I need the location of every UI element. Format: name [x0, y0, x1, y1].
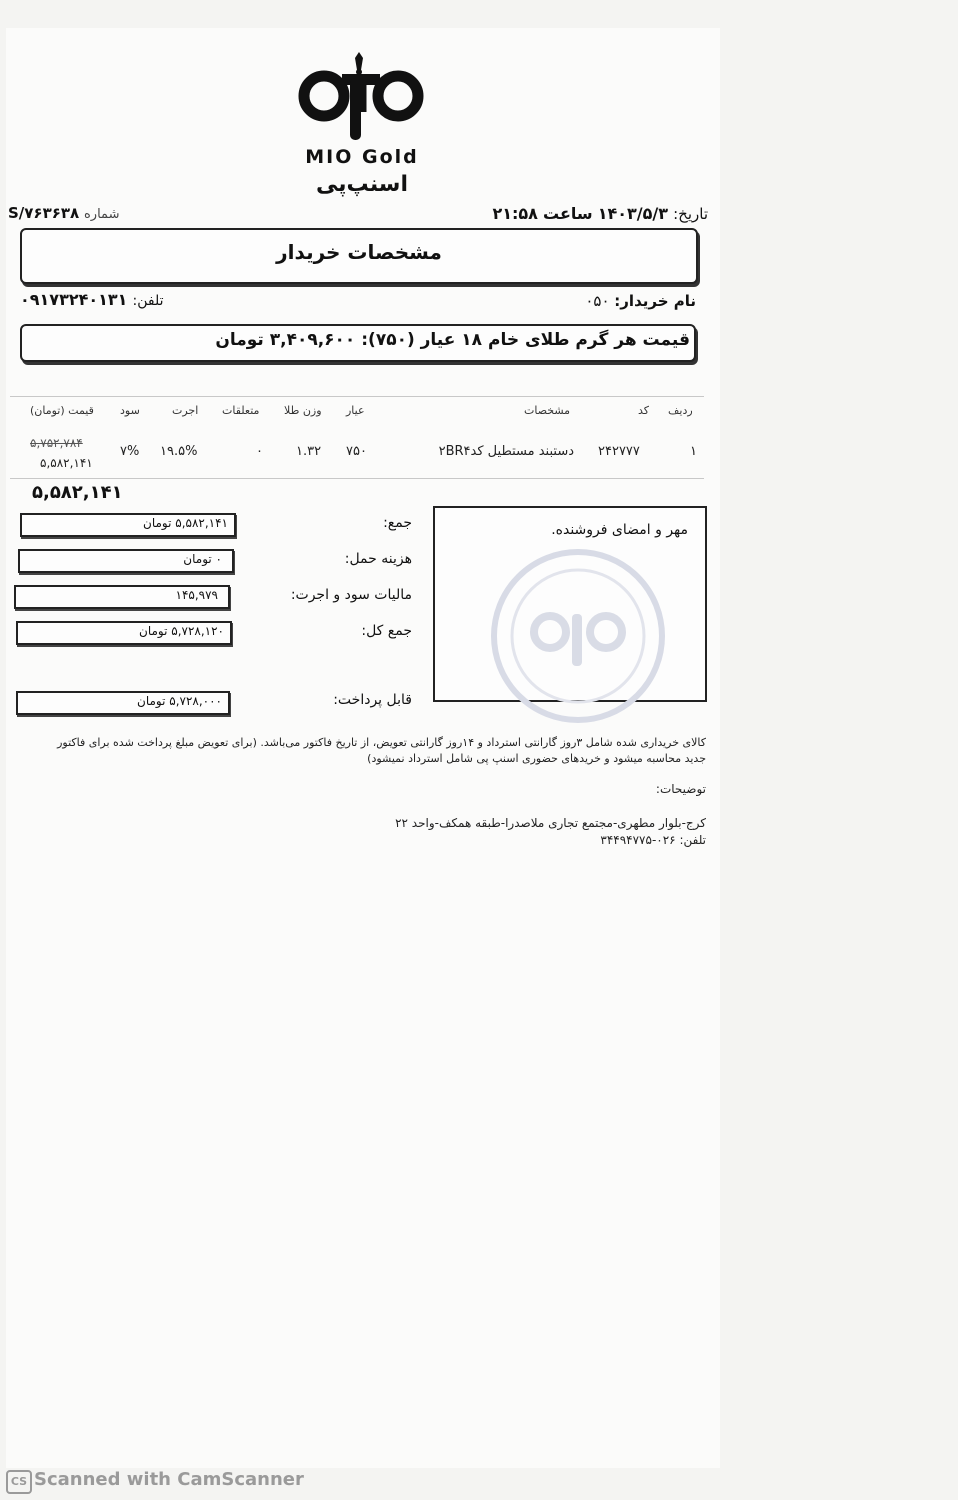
buyer-phone-value: ۰۹۱۷۳۲۴۰۱۳۱	[20, 290, 128, 309]
payable-value: ۵,۷۲۸,۰۰۰ تومان	[137, 694, 222, 708]
description-label: توضیحات:	[655, 782, 706, 796]
store-name: اسنپ‌پی	[316, 172, 408, 197]
cell-price: ۵,۵۸۲,۱۴۱	[40, 456, 93, 470]
store-address: کرج-بلوار مطهری-مجتمع تجاری ملاصدرا-طبقه همکف-واحد ۲۲	[395, 816, 706, 830]
col-profit-header: سود	[120, 404, 140, 417]
sum-label: جمع:	[383, 515, 412, 531]
cell-profit: ۷%	[120, 444, 140, 459]
time-value: ۲۱:۵۸	[492, 204, 538, 223]
grand-total-label: جمع کل:	[361, 623, 412, 639]
stamp-label: مهر و امضای فروشنده.	[551, 522, 688, 538]
col-wage-header: اجرت	[172, 404, 199, 417]
invoice-date	[492, 204, 708, 223]
col-row-header: ردیف	[668, 404, 693, 417]
gold-price-line: قیمت هر گرم طلای خام ۱۸ عیار (۷۵۰): ۳,۴۰۹,۶۰۰ تومان	[215, 330, 690, 350]
buyer-section-title: مشخصات خریدار	[276, 240, 442, 264]
faded-stamp-seal	[488, 546, 668, 726]
grand-total-value: ۵,۷۲۸,۱۲۰ تومان	[139, 624, 224, 638]
cell-description: دستبند مستطیل کد۲BR۴	[438, 444, 574, 459]
payable-label: قابل پرداخت:	[333, 692, 412, 708]
buyer-phone-label: تلفن:	[132, 293, 164, 309]
col-description-header: مشخصات	[524, 404, 571, 417]
cell-accessories: ۰	[256, 444, 263, 459]
table-top-divider	[10, 396, 704, 397]
cell-karat: ۷۵۰	[346, 444, 367, 459]
cell-row: ۱	[690, 444, 697, 459]
camscanner-watermark: Scanned with CamScanner	[34, 1469, 304, 1490]
col-accessories-header: متعلقات	[222, 404, 260, 417]
buyer-name-value: ۰۵۰	[585, 292, 610, 310]
buyer-name-label: نام خریدار:	[614, 292, 696, 310]
buyer-phone	[20, 290, 164, 309]
shipping-value: ۰ تومان	[183, 552, 222, 566]
buyer-name	[585, 292, 696, 310]
camscanner-icon: CS	[6, 1470, 32, 1494]
warranty-note-line1: کالای خریداری شده شامل ۳روز گارانتی استرداد و ۱۴روز گارانتی تعویض، از تاریخ فاکتور می‌باشد. (برای تعویض مبلغ پرداخت شده برای فاکتور	[57, 736, 706, 749]
col-price-header: قیمت (تومان)	[30, 404, 94, 417]
cell-weight: ۱.۳۲	[296, 444, 322, 459]
number-label: شماره	[84, 207, 120, 222]
warranty-note-line2: جدید محاسبه میشود و خریدهای حضوری اسنپ پی شامل استرداد نمیشود)	[367, 752, 706, 765]
table-bottom-divider	[10, 478, 704, 479]
cell-code: ۲۴۲۷۷۷	[598, 444, 640, 459]
sum-value: ۵,۵۸۲,۱۴۱ تومان	[143, 516, 228, 530]
date-value: ۱۴۰۳/۵/۳	[597, 204, 668, 223]
shipping-label: هزینه حمل:	[344, 551, 412, 567]
mio-gold-logo	[298, 52, 424, 148]
brand-name: MIO Gold	[305, 146, 419, 168]
col-code-header: کد	[638, 404, 650, 417]
tax-value: ۱۴۵,۹۷۹	[175, 588, 218, 602]
col-karat-header: عیار	[346, 404, 365, 417]
tax-label: مالیات سود و اجرت:	[290, 587, 412, 603]
time-label: ساعت	[543, 204, 593, 223]
invoice-number	[8, 204, 119, 222]
cell-wage: ۱۹.۵%	[160, 444, 198, 459]
store-phone: تلفن: ۰۲۶-۳۴۴۹۴۷۷۵	[600, 833, 706, 847]
date-label: تاریخ:	[673, 205, 708, 223]
number-value: S/۷۶۳۶۳۸	[8, 204, 80, 222]
col-weight-header: وزن طلا	[284, 404, 322, 417]
items-total: ۵,۵۸۲,۱۴۱	[32, 482, 123, 503]
cell-original-price: ۵,۷۵۲,۷۸۴	[30, 436, 83, 450]
